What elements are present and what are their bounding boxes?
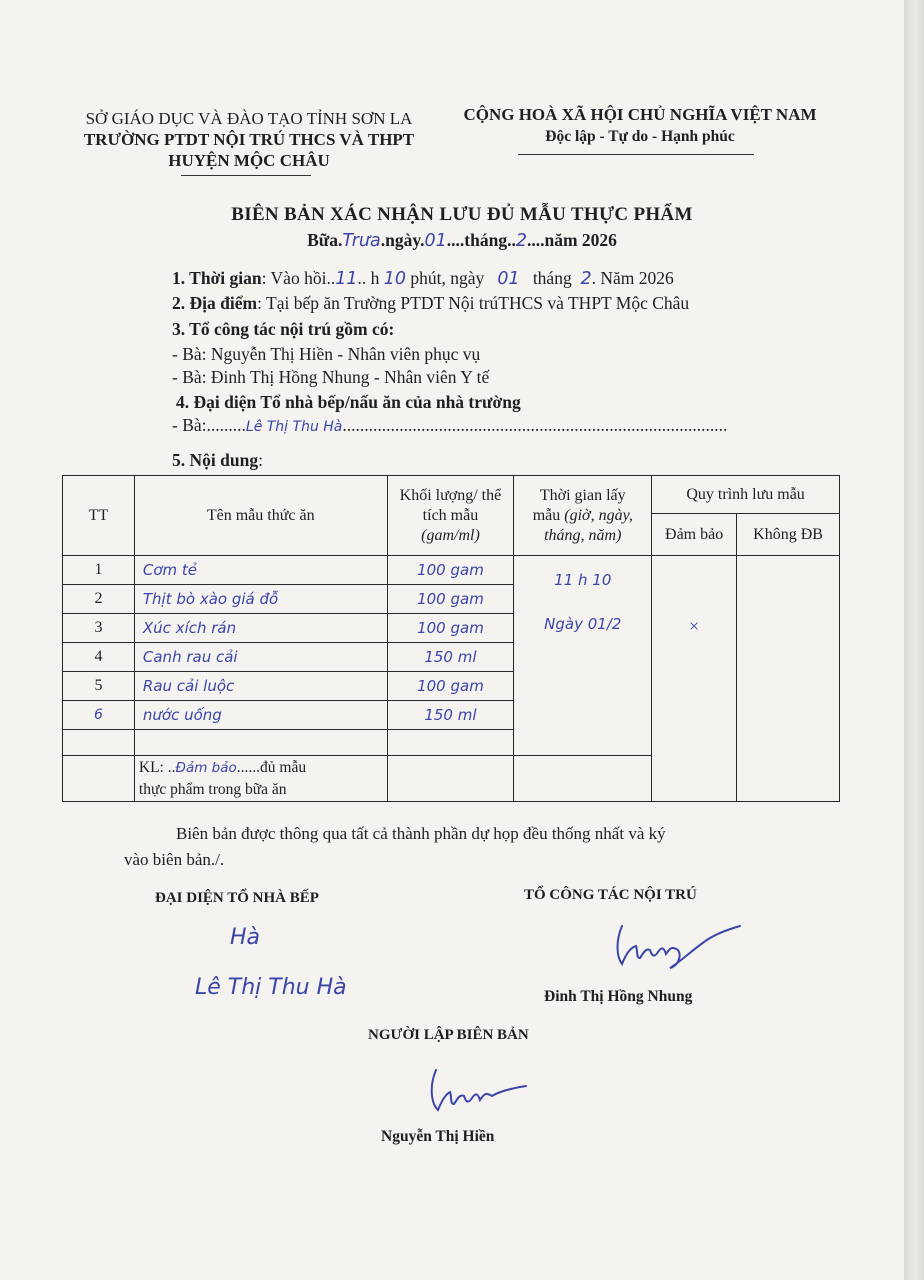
row-tt: 5 [63,672,135,701]
team-signature-icon [608,912,748,972]
header-process: Quy trình lưu mẫu [652,476,840,514]
header-weight-line: Khối lượng/ thể [399,486,502,504]
maker-signature-icon [422,1062,532,1118]
kitchen-name: Lê Thị Thu Hà [245,419,343,435]
row-weight: 100 gam [387,614,514,643]
ok-cell [652,556,737,802]
row-weight: 150 ml [387,643,514,672]
sample-time-hour: 11 h 10 [554,571,612,589]
time-text: tháng [532,268,572,288]
header-time-line: mẫu [532,506,565,524]
ok-mark: × [689,616,700,636]
time-text: : Vào hồi.. [261,268,336,288]
conclusion-value: Đảm bảo [175,760,237,776]
document-title: BIÊN BẢN XÁC NHẬN LƯU ĐỦ MẪU THỰC PHẨM [231,204,693,225]
empty-cell [63,730,135,756]
row-name: Cơm tẻ [134,556,387,585]
sample-time-cell [514,556,652,756]
issuer-school: TRƯỜNG PTDT NỘI TRÚ THCS VÀ THPT [83,130,415,149]
row-weight: 100 gam [387,556,514,585]
row-name: Thịt bò xào giá đỗ [134,585,387,614]
row-name: Canh rau cải [134,643,387,672]
team-sign-name: Đinh Thị Hồng Nhung [544,988,693,1005]
content-label: 5. Nội dung [172,450,259,470]
time-text: .. h [357,268,380,288]
month-label: ....tháng.. [446,230,516,250]
team-sign-title: TỔ CÔNG TÁC NỘI TRÚ [524,887,697,903]
kitchen-dots: ........................................................................................ [342,415,728,435]
issuer-header [64,108,434,171]
row-name: Rau cải luộc [134,672,387,701]
header-time-line: tháng, năm) [544,526,622,544]
time-minute: 10 [383,269,407,289]
empty-cell [134,730,387,756]
kitchen-line [172,415,727,436]
nation-header [455,104,825,148]
kitchen-sign-title: ĐẠI DIỆN TỔ NHÀ BẾP [155,890,319,906]
header-weight-unit: (gam/ml) [421,526,480,544]
conclusion-text: ......đủ mẫu [236,759,307,776]
day-value: 01 [424,231,447,251]
nation-name: CỘNG HOÀ XÃ HỘI CHỦ NGHĨA VIỆT NAM [463,105,817,124]
not-ok-cell [737,556,840,802]
time-text: . Năm 2026 [591,268,674,288]
header-weight [387,476,514,556]
meal-line [0,230,924,251]
header-ok: Đảm bảo [652,514,737,556]
closing-line-1: Biên bản được thông qua tất cả thành phần dự họp đều thống nhất và ký [176,824,666,843]
content-colon: : [258,450,263,470]
empty-cell [514,756,652,802]
kitchen-prefix: - Bà:......... [172,415,246,435]
motto-underline [518,154,754,155]
header-tt: TT [63,476,135,556]
empty-cell [387,756,514,802]
row-tt: 3 [63,614,135,643]
row-tt: 1 [63,556,135,585]
row-weight: 150 ml [387,701,514,730]
header-time [514,476,652,556]
meal-label: Bữa. [307,230,343,250]
header-weight-line: tích mẫu [422,506,479,524]
place-label: 2. Địa điểm [172,293,258,313]
kitchen-signature: Hà [230,925,261,950]
row-weight: 100 gam [387,672,514,701]
maker-sign-name: Nguyễn Thị Hiền [381,1128,495,1145]
empty-cell [387,730,514,756]
place-line [172,293,689,314]
year-label: ....năm 2026 [526,230,617,250]
time-label: 1. Thời gian [172,268,262,288]
header-time-line: (giờ, ngày, [564,506,633,524]
meal-value: Trưa [342,231,381,251]
row-name: Xúc xích rán [134,614,387,643]
content-line [172,450,263,471]
team-member-1: - Bà: Nguyễn Thị Hiền - Nhân viên phục vụ [172,344,481,364]
conclusion-label: KL: .. [138,759,176,776]
row-tt: 6 [63,701,135,730]
sample-time-date: Ngày 01/2 [544,615,622,633]
header-not-ok: Không ĐB [737,514,840,556]
maker-sign-title: NGƯỜI LẬP BIÊN BẢN [368,1027,529,1043]
closing-line-2: vào biên bản./. [124,850,225,869]
nation-motto: Độc lập - Tự do - Hạnh phúc [545,128,735,145]
conclusion-cell [134,756,387,802]
time-text: phút, ngày [406,268,485,288]
team-member-2: - Bà: Đinh Thị Hồng Nhung - Nhân viên Y tế [172,367,490,387]
header-time-line: Thời gian lấy [539,486,626,504]
kitchen-label: 4. Đại diện Tổ nhà bếp/nấu ăn của nhà trường [176,392,521,412]
kitchen-sign-name: Lê Thị Thu Hà [195,975,347,1000]
empty-cell [63,756,135,802]
time-line [172,268,674,289]
page-edge [904,0,924,1280]
row-tt: 4 [63,643,135,672]
header-name: Tên mẫu thức ăn [134,476,387,556]
issuer-underline [181,175,311,176]
row-name: nước uống [134,701,387,730]
issuer-department: SỞ GIÁO DỤC VÀ ĐÀO TẠO TỈNH SƠN LA [85,109,413,128]
team-label: 3. Tổ công tác nội trú gồm có: [172,319,395,339]
table-row [63,556,840,585]
time-day: 01 [497,269,520,289]
row-weight: 100 gam [387,585,514,614]
day-label: .ngày. [380,230,425,250]
time-hour: 11 [335,269,358,289]
conclusion-text: thực phẩm trong bữa ăn [138,781,287,798]
time-month: 2 [580,269,592,289]
sample-table [62,475,840,802]
place-text: : Tại bếp ăn Trường PTDT Nội trúTHCS và THPT Mộc Châu [257,293,690,313]
month-value: 2 [515,231,527,251]
issuer-district: HUYỆN MỘC CHÂU [168,151,330,170]
row-tt: 2 [63,585,135,614]
